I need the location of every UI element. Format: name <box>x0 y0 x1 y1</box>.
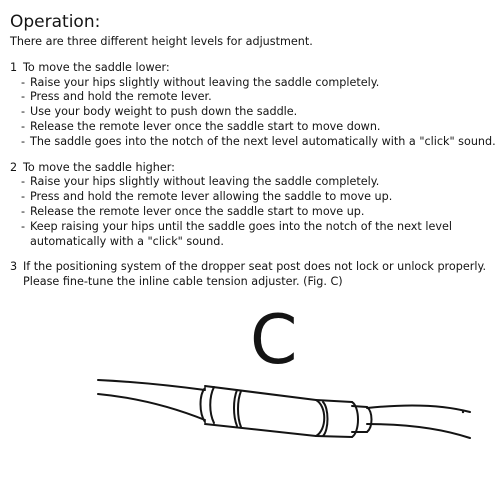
section-lower <box>10 61 496 150</box>
operation-instructions <box>10 12 496 290</box>
list-item: - The saddle goes into the notch of the next level automatically with a "click" sound. <box>21 134 496 148</box>
section-number: 3 <box>10 260 18 274</box>
list-item: - Use your body weight to push down the saddle. <box>21 105 298 119</box>
list-item: - Press and hold the remote lever allowing the saddle to move up. <box>21 190 393 204</box>
section-text-continued: Please fine-tune the inline cable tension adjuster. (Fig. C) <box>23 275 343 289</box>
page-title: Operation: <box>10 12 101 32</box>
inline-cable-tension-adjuster-icon <box>0 360 500 460</box>
list-item: - Release the remote lever once the saddle start to move down. <box>21 119 381 133</box>
step-list <box>10 175 496 249</box>
section-title: To move the saddle higher: <box>23 160 175 174</box>
intro-text: There are three different height levels for adjustment. <box>10 35 313 48</box>
section-title: To move the saddle lower: <box>23 60 170 74</box>
list-item: - Press and hold the remote lever. <box>21 90 212 104</box>
section-troubleshoot <box>10 260 496 290</box>
list-item: - Raise your hips slightly without leaving the saddle completely. <box>21 175 380 189</box>
section-heading <box>10 260 496 275</box>
section-higher <box>10 161 496 250</box>
figure-label: C <box>250 301 298 380</box>
section-number: 1 <box>10 60 18 74</box>
list-item: - Release the remote lever once the saddle start to move up. <box>21 204 365 218</box>
section-heading <box>10 161 496 176</box>
list-item-continued: automatically with a "click" sound. <box>30 234 224 248</box>
section-heading <box>10 61 496 76</box>
section-number: 2 <box>10 160 18 174</box>
section-text: If the positioning system of the dropper seat post does not lock or unlock properly. <box>23 260 487 274</box>
step-list <box>10 76 496 150</box>
list-item: - Raise your hips slightly without leaving the saddle completely. <box>21 75 380 89</box>
list-item: - Keep raising your hips until the saddle goes into the notch of the next level <box>21 219 452 233</box>
